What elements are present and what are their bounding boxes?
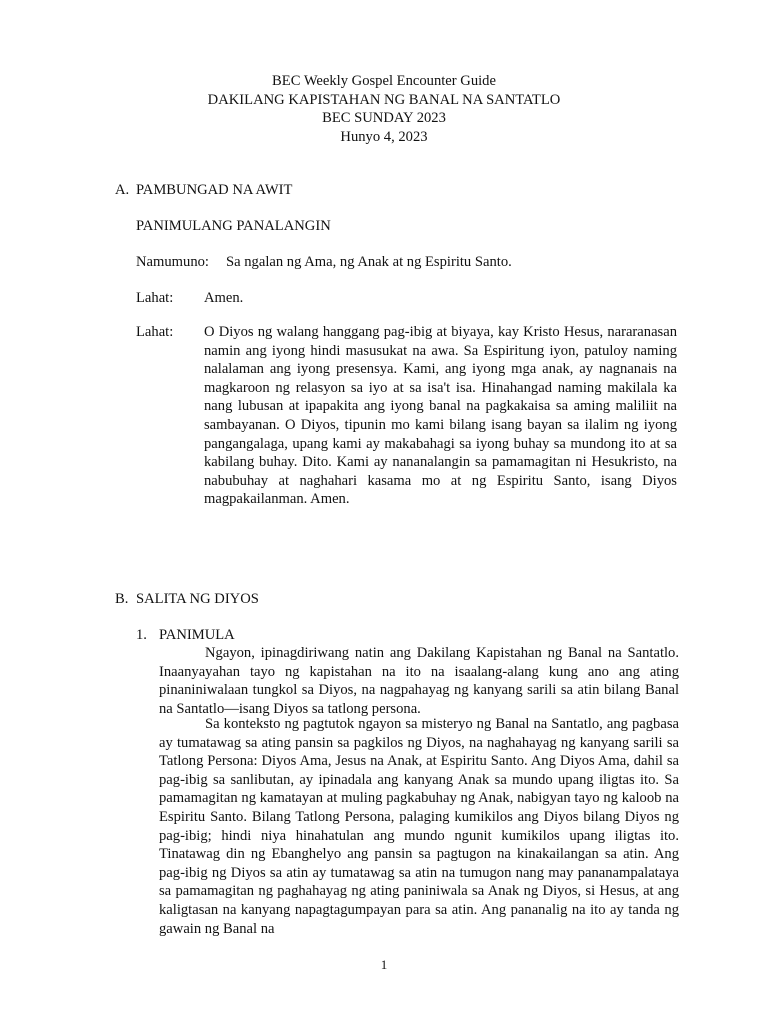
namumuno-label: Namumuno: <box>136 254 209 270</box>
panimula-paragraph-1: Ngayon, ipinagdiriwang natin ang Dakilang Kapistahan ng Banal na Santatlo. Inaanyayahan tayo ng kapistahan na ito na isaalang-alang kung ano ang ating pinaniniwalaan tungkol sa Diyos, na nagpahayag ng kanyang sarili sa atin bilang Banal na Santatlo—isang Diyos sa tatlong persona. <box>159 645 679 717</box>
document-header <box>0 72 768 146</box>
section-a-title: PAMBUNGAD NA AWIT <box>136 182 293 198</box>
namumuno-text: Sa ngalan ng Ama, ng Anak at ng Espiritu Santo. <box>226 254 512 270</box>
header-line-feast: DAKILANG KAPISTAHAN NG BANAL NA SANTATLO <box>207 91 561 108</box>
page-number: 1 <box>380 957 388 972</box>
section-b-title: SALITA NG DIYOS <box>136 591 259 607</box>
opening-prayer-text: O Diyos ng walang hanggang pag-ibig at biyaya, kay Kristo Hesus, nararanasan namin ang iyong hindi masusukat na awa. Sa Espiritung iyon, patuloy naming nalalaman ang iyong presensya. Kami, ang iyong mga anak, ay nagnanais na magkaroon ng relasyon sa iyo at sa isa't isa. Hinahangad naming makilala ka nang lubusan at ipapakita ang iyong banal na pagkakaisa sa aming maliliit na sambayanan. O Diyos, tipunin mo kami bilang isang bayan sa ilalim ng iyong pangangalaga, upang kami ay makabahagi sa iyong buhay sa mundong ito at sa kabilang buhay. Dito. Kami ay nananalangin sa pamamagitan ni Hesukristo, na nabubuhay at naghahari kasama mo at ng Espiritu Santo, isang Diyos magpakailanman. Amen. <box>204 324 677 508</box>
header-line-sunday: BEC SUNDAY 2023 <box>322 110 446 126</box>
item-1-number: 1. <box>136 627 147 643</box>
lahat-text-1: Amen. <box>204 290 244 306</box>
item-1-title: PANIMULA <box>159 627 235 643</box>
section-b-letter: B. <box>115 591 129 607</box>
section-a-subtitle: PANIMULANG PANALANGIN <box>136 218 331 234</box>
panimula-paragraph-2: Sa konteksto ng pagtutok ngayon sa misteryo ng Banal na Santatlo, ang pagbasa ay tumatawag sa ating pansin sa pagkilos ng Diyos, na naghahayag ng kanyang sarili sa Tatlong Persona: Diyos Ama, Jesus na Anak, at Espiritu Santo. Ang Diyos Ama, dahil sa pag-ibig sa sanlibutan, ay ipinadala ang kanyang Anak sa mundo upang iligtas ito. Sa pamamagitan ng kamatayan at muling pagkabuhay ng Anak, nabigyan tayo ng kaloob na Espiritu Santo. Bilang Tatlong Persona, palaging kumikilos ang Diyos bilang Diyos ng pag-ibig; hindi niya hinahatulan ang mundo ngunit kumikilos upang iligtas ito. Tinatawag din ng Ebanghelyo ang pansin sa pagtugon na kinakailangan sa atin. Ang pag-ibig ng Diyos sa atin ay tumatawag sa atin na tumugon nang may pananampalataya sa pamamagitan ng paghahayag ng ating paniniwala sa Anak ng Diyos, si Hesus, at ang kaligtasan na kanyang napagtagumpayan para sa atin. Ang pananalig na ito ay tanda ng gawain ng Banal na <box>159 716 679 937</box>
header-line-guide: BEC Weekly Gospel Encounter Guide <box>272 73 496 89</box>
section-a-letter: A. <box>115 182 130 198</box>
lahat-label-2: Lahat: <box>136 324 174 340</box>
header-line-date: Hunyo 4, 2023 <box>340 128 428 145</box>
lahat-label-1: Lahat: <box>136 290 174 306</box>
